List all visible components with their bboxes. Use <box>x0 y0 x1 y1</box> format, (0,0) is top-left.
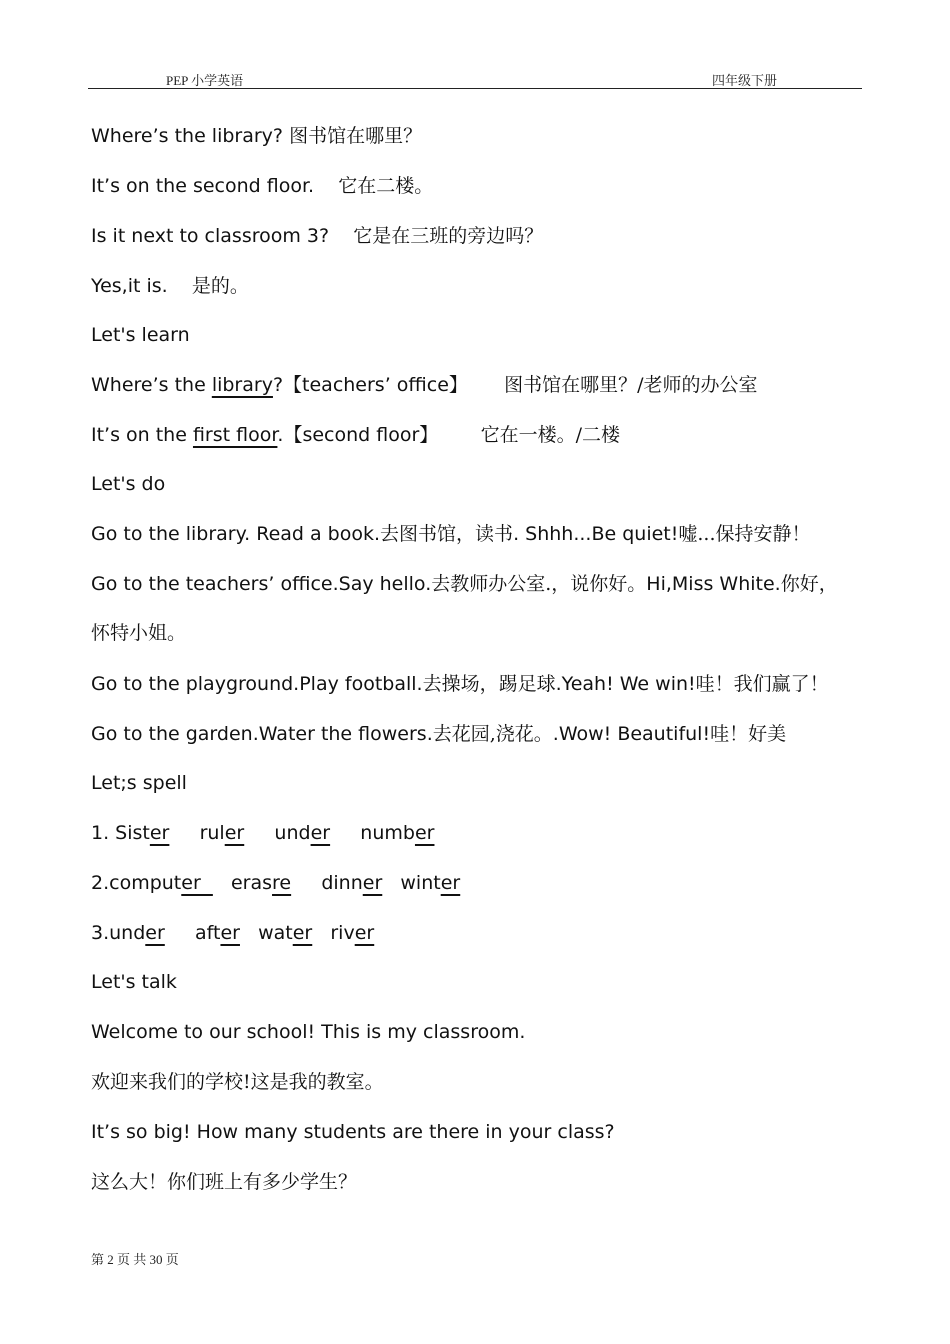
line-21: It’s so big! How many students are there in your class? <box>91 1121 615 1143</box>
line-12: Go to the playground.Play football.去操场，踢足球.Yeah! We win!哇！我们赢了！ <box>91 673 829 695</box>
line-9: Go to the library. Read a book.去图书馆，读书. Shhh...Be quiet!嘘...保持安静！ <box>91 523 811 545</box>
spell-row-3: 3.under after water river <box>91 922 375 944</box>
underlined-word: library <box>211 374 273 396</box>
line-11: 怀特小姐。 <box>91 622 187 644</box>
underlined-word: first floor <box>192 424 278 446</box>
line-22: 这么大！你们班上有多少学生？ <box>91 1171 358 1193</box>
section-lets-learn: Let's learn <box>91 324 190 346</box>
line-20: 欢迎来我们的学校!这是我的教室。 <box>91 1071 384 1093</box>
header-rule <box>88 88 862 89</box>
line-1: Where’s the library? 图书馆在哪里？ <box>91 125 423 147</box>
line-3: Is it next to classroom 3? 它是在三班的旁边吗？ <box>91 225 544 247</box>
section-lets-do: Let's do <box>91 473 166 495</box>
line-4: Yes,it is. 是的。 <box>91 275 249 297</box>
line-10: Go to the teachers’ office.Say hello.去教师办公室.，说你好。Hi,Miss White.你好， <box>91 573 838 595</box>
spell-row-2: 2.computer erasre dinner winter <box>91 872 461 894</box>
header-right: 四年级下册 <box>712 73 778 88</box>
section-lets-talk: Let's talk <box>91 971 177 993</box>
spell-row-1: 1. Sister ruler under number <box>91 822 435 844</box>
page-footer: 第 2 页 共 30 页 <box>91 1252 179 1267</box>
line-19: Welcome to our school! This is my classroom. <box>91 1021 526 1043</box>
line-2: It’s on the second floor. 它在二楼。 <box>91 175 434 197</box>
line-6: Where’s the library?【teachers’ office】 图书馆在哪里？/老师的办公室 <box>91 374 758 396</box>
line-13: Go to the garden.Water the flowers.去花园,浇花。.Wow! Beautiful!哇！好美 <box>91 723 787 745</box>
section-lets-spell: Let;s spell <box>91 772 187 794</box>
line-7: It’s on the first floor.【second floor】 它在一楼。/二楼 <box>91 424 620 446</box>
header-left: PEP 小学英语 <box>166 73 244 88</box>
